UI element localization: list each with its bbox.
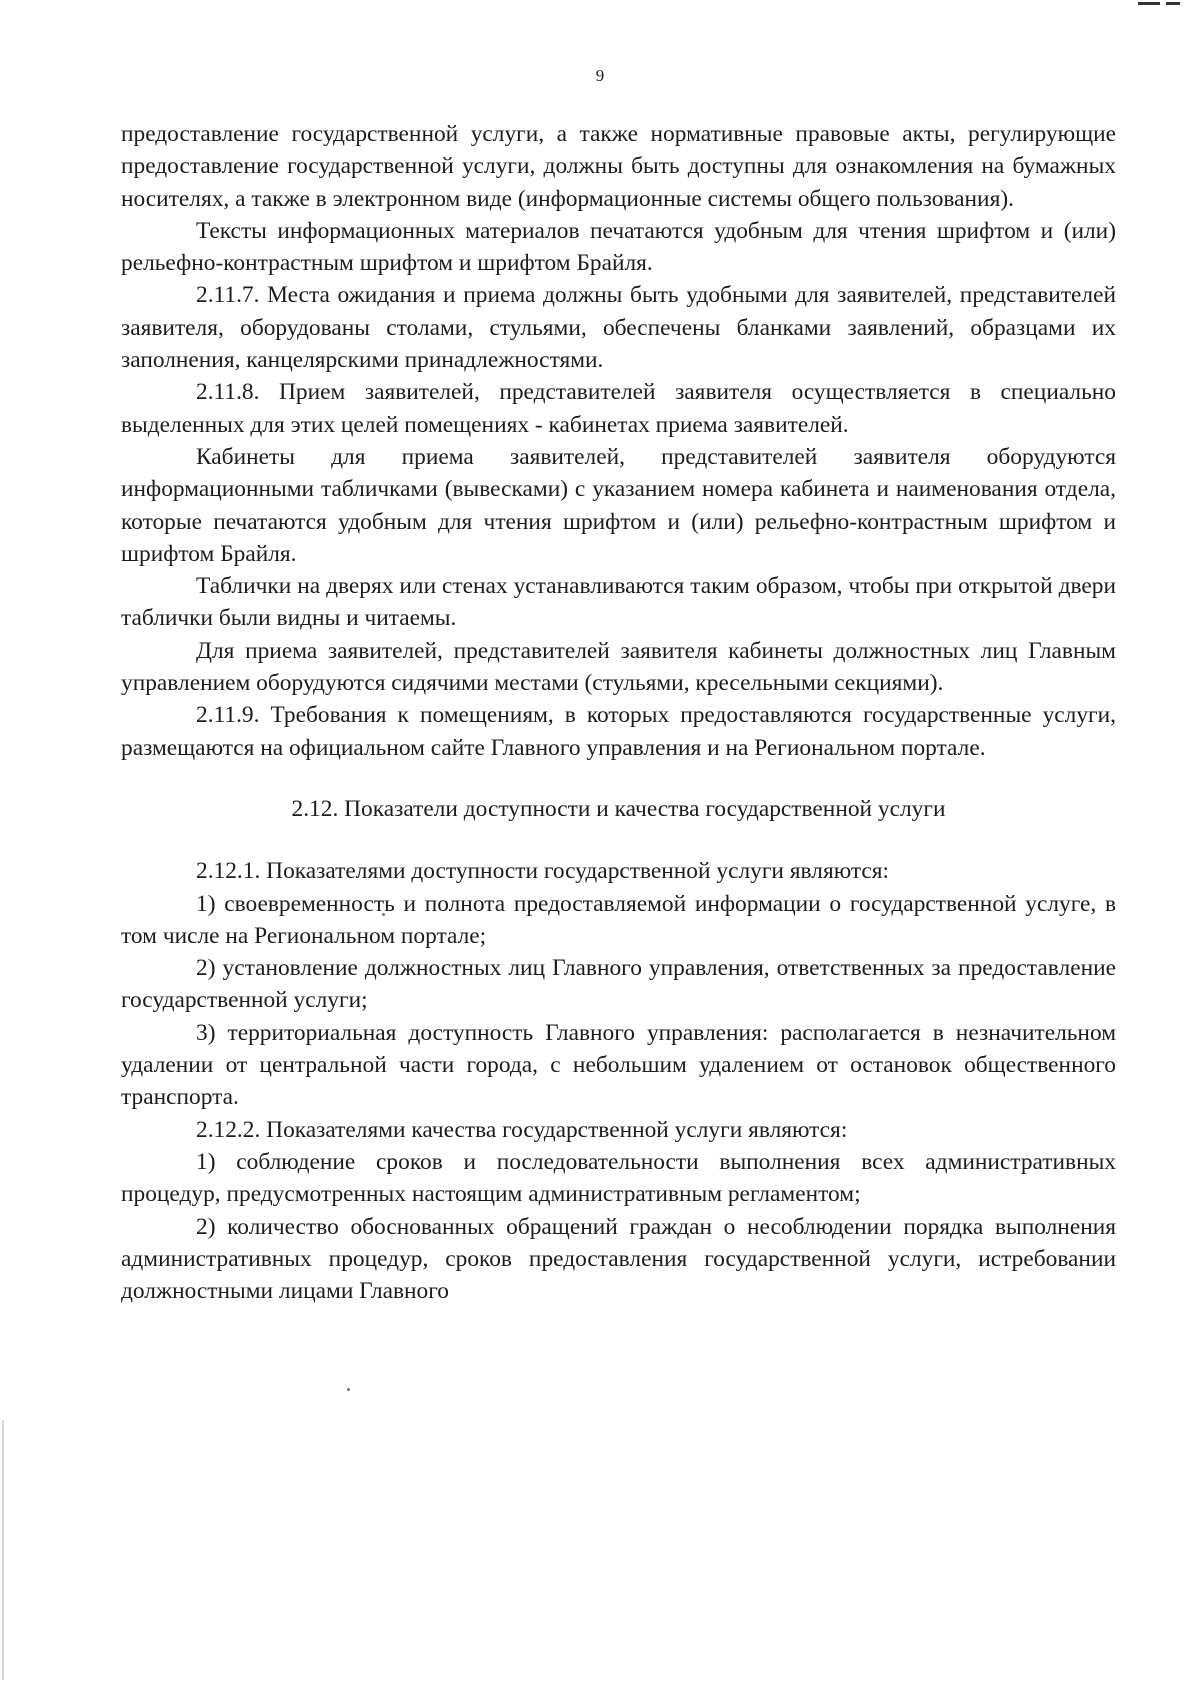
list-item: 1) своевременность и полнота предоставляемой информации о государственной услуге, в том числе на Региональном портале;: [121, 890, 1116, 949]
list-item: 2) количество обоснованных обращений граждан о несоблюдении порядка выполнения административных процедур, сроков предоставления государственной услуги, истребовании должностными лицами Главного: [121, 1213, 1116, 1305]
list-item: 2) установление должностных лиц Главного управления, ответственных за предоставление государственной услуги;: [121, 955, 1116, 1014]
paragraph: Тексты информационных материалов печатаются удобным для чтения шрифтом и (или) рельефно-контрастным шрифтом и шрифтом Брайля.: [121, 217, 1116, 277]
paragraph-2-12-1: 2.12.1. Показателями доступности государственной услуги являются:: [196, 858, 890, 885]
page-number: 9: [595, 66, 605, 85]
scan-artifact: [1138, 0, 1186, 10]
paragraph-2-11-9: 2.11.9. Требования к помещениям, в которых предоставляются государственные услуги, размещаются на официальном сайте Главного управления и на Региональном портале.: [121, 702, 1116, 761]
paragraph-2-12-2: 2.12.2. Показателями качества государственной услуги являются:: [196, 1116, 848, 1143]
list-item: 3) территориальная доступность Главного управления: располагается в незначительном удалении от центральной части города, с небольшим удалением от остановок общественного транспорта.: [121, 1019, 1116, 1111]
scan-edge-shadow: [2, 1420, 4, 1680]
paragraph: предоставление государственной услуги, а также нормативные правовые акты, регулирующие предоставление государственной услуги, должны быть доступны для ознакомления на бумажных носителях, а также в электронном виде (информационные системы общего пользования).: [121, 121, 1116, 212]
paragraph-2-11-7: 2.11.7. Места ожидания и приема должны быть удобными для заявителей, представителей заявителя, оборудованы столами, стульями, обеспечены бланками заявлений, образцами их заполнения, канцелярскими принадлежностями.: [121, 282, 1116, 374]
list-item: 1) соблюдение сроков и последовательности выполнения всех административных процедур, предусмотренных настоящим административным регламентом;: [121, 1148, 1116, 1208]
section-heading: 2.12. Показатели доступности и качества государственной услуги: [291, 795, 946, 822]
paragraph: Для приема заявителей, представителей заявителя кабинеты должностных лиц Главным управлением оборудуются сидячими местами (стульями, кресельными секциями).: [121, 637, 1116, 697]
paragraph: Таблички на дверях или стенах устанавливаются таким образом, чтобы при открытой двери таблички были видны и читаемы.: [121, 573, 1116, 632]
paragraph-2-11-8: 2.11.8. Прием заявителей, представителей заявителя осуществляется в специально выделенных для этих целей помещениях - кабинетах приема заявителей.: [121, 379, 1116, 438]
scan-speck: [347, 1388, 350, 1391]
document-body: [121, 118, 1116, 1307]
paragraph: Кабинеты для приема заявителей, представителей заявителя оборудуются информационными табличками (вывесками) с указанием номера кабинета и наименования отдела, которые печатаются удобным для чтения шрифтом и (или) рельефно-контрастным шрифтом и шрифтом Брайля.: [121, 443, 1116, 567]
